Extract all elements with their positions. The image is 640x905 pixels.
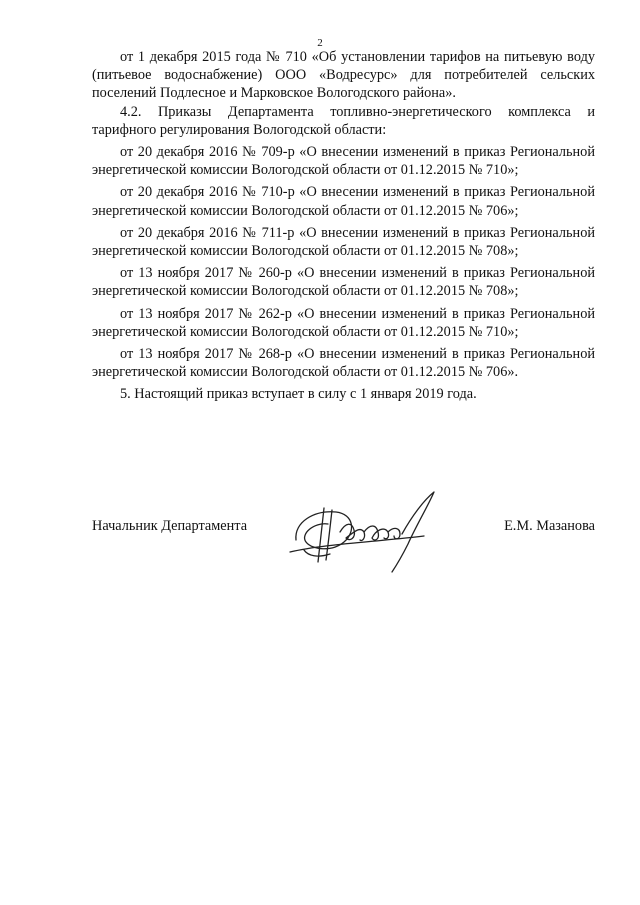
list-item-order-711-r: от 20 декабря 2016 № 711-р «О внесении изменений в приказ Региональной энергетической комиссии Вологодской области от 01.12.2015 № 708»;: [92, 224, 595, 260]
paragraph-effective-date: 5. Настоящий приказ вступает в силу с 1 января 2019 года.: [120, 386, 477, 403]
list-item-order-709-r: от 20 декабря 2016 № 709-р «О внесении изменений в приказ Региональной энергетической комиссии Вологодской области от 01.12.2015 № 710»;: [92, 144, 595, 179]
list-item-order-262-r: от 13 ноября 2017 № 262-р «О внесении изменений в приказ Региональной энергетической комиссии Вологодской области от 01.12.2015 № 710»;: [92, 305, 595, 340]
list-item-order-710-r: от 20 декабря 2016 № 710-р «О внесении изменений в приказ Региональной энергетической комиссии Вологодской области от 01.12.2015 № 706»;: [92, 184, 595, 219]
document-body: [92, 48, 595, 404]
signature-block: [92, 514, 595, 574]
signatory-name: Е.М. Мазанова: [504, 518, 595, 534]
list-item-order-268-r: от 13 ноября 2017 № 268-р «О внесении изменений в приказ Региональной энергетической комиссии Вологодской области от 01.12.2015 № 706».: [92, 346, 595, 381]
handwritten-signature: [284, 482, 454, 578]
signatory-title: Начальник Департамента: [92, 518, 248, 534]
list-item-order-260-r: от 13 ноября 2017 № 260-р «О внесении изменений в приказ Региональной энергетической комиссии Вологодской области от 01.12.2015 № 708»;: [92, 265, 595, 300]
page-number: 2: [317, 37, 323, 49]
paragraph-4-2-heading: 4.2. Приказы Департамента топливно-энергетического комплекса и тарифного регулирования Вологодской области:: [92, 103, 595, 138]
paragraph-order-710-2015: от 1 декабря 2015 года № 710 «Об установлении тарифов на питьевую воду (питьевое водоснабжение) ООО «Водресурс» для потребителей сельских поселений Подлесное и Марковское Вологодского района».: [92, 49, 595, 102]
